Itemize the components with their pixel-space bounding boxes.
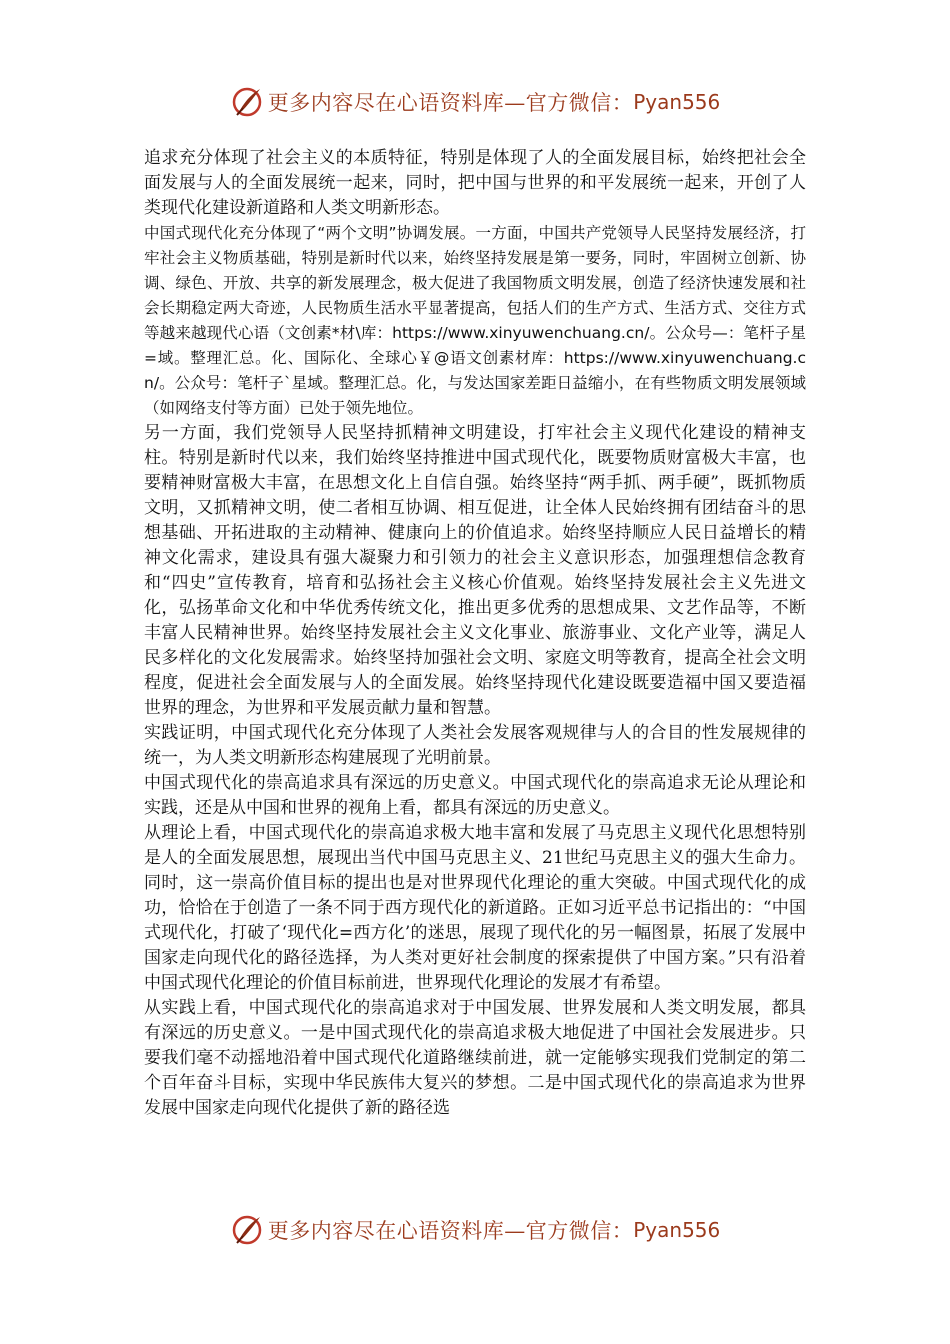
quill-logo-icon	[230, 85, 264, 119]
paragraph-5: 中国式现代化的崇高追求具有深远的历史意义。中国式现代化的崇高追求无论从理论和实践，还是从中国和世界的视角上看，都具有深远的历史意义。	[144, 773, 806, 818]
footer-banner-text: 更多内容尽在心语资料库—官方微信：	[267, 1219, 634, 1243]
footer-banner	[0, 1210, 950, 1250]
paragraph-7: 从实践上看，中国式现代化的崇高追求对于中国发展、世界发展和人类文明发展，都具有深远的历史意义。一是中国式现代化的崇高追求极大地促进了中国社会发展进步。只要我们毫不动摇地沿着中国式现代化道路继续前进，就一定能够实现我们党制定的第二个百年奋斗目标，实现中华民族伟大复兴的梦想。二是中国式现代化的崇高追求为世界发展中国家走向现代化提供了新的路径选	[144, 998, 806, 1118]
paragraph-3: 另一方面，我们党领导人民坚持抓精神文明建设，打牢社会主义现代化建设的精神支柱。特别是新时代以来，我们始终坚持推进中国式现代化，既要物质财富极大丰富，也要精神财富极大丰富，在思想文化上自信自强。始终坚持“两手抓、两手硬”，既抓物质文明，又抓精神文明，使二者相互协调、相互促进，让全体人民始终拥有团结奋斗的思想基础、开拓进取的主动精神、健康向上的价值追求。始终坚持顺应人民日益增长的精神文化需求，建设具有强大凝聚力和引领力的社会主义意识形态，加强理想信念教育和“四史”宣传教育，培育和弘扬社会主义核心价值观。始终坚持发展社会主义先进文化，弘扬革命文化和中华优秀传统文化，推出更多优秀的思想成果、文艺作品等，不断丰富人民精神世界。始终坚持发展社会主义文化事业、旅游事业、文化产业等，满足人民多样化的文化发展需求。始终坚持加强社会文明、家庭文明等教育，提高全社会文明程度，促进社会全面发展与人的全面发展。始终坚持现代化建设既要造福中国又要造福世界的理念，为世界和平发展贡献力量和智慧。	[144, 423, 806, 718]
quill-logo-icon	[230, 1213, 264, 1247]
paragraph-6: 从理论上看，中国式现代化的崇高追求极大地丰富和发展了马克思主义现代化思想特别是人的全面发展思想，展现出当代中国马克思主义、21世纪马克思主义的强大生命力。同时，这一崇高价值目标的提出也是对世界现代化理论的重大突破。中国式现代化的成功，恰恰在于创造了一条不同于西方现代化的新道路。正如习近平总书记指出的：“中国式现代化，打破了‘现代化=西方化’的迷思，展现了现代化的另一幅图景，拓展了发展中国家走向现代化的路径选择，为人类对更好社会制度的探索提供了中国方案。”只有沿着中国式现代化理论的价值目标前进，世界现代化理论的发展才有希望。	[144, 823, 806, 993]
paragraph-4: 实践证明，中国式现代化充分体现了人类社会发展客观规律与人的合目的性发展规律的统一，为人类文明新形态构建展现了光明前景。	[144, 723, 806, 768]
article-body	[144, 146, 806, 1121]
header-banner-text: 更多内容尽在心语资料库—官方微信：	[267, 91, 634, 115]
paragraph-2: 中国式现代化充分体现了“两个文明”协调发展。一方面，中国共产党领导人民坚持发展经济，打牢社会主义物质基础，特别是新时代以来，始终坚持发展是第一要务，同时，牢固树立创新、协调、绿色、开放、共享的新发展理念，极大促进了我国物质文明发展，创造了经济快速发展和社会长期稳定两大奇迹，人民物质生活水平显著提高，包括人们的生产方式、生活方式、交往方式等越来越现代心语（文创素*材\库：https://www.xinyuwenchuang.cn/。公众号—：笔杆子星=域。整理汇总。化、国际化、全球心￥@语文创素材库：https://www.xinyuwenchuang.cn/。公众号：笔杆子`星域。整理汇总。化，与发达国家差距日益缩小，在有些物质文明发展领域（如网络支付等方面）已处于领先地位。	[144, 224, 806, 417]
footer-wechat-id: Pyan556	[633, 1218, 721, 1242]
header-wechat-id: Pyan556	[633, 90, 721, 114]
header-banner	[0, 82, 950, 122]
paragraph-1: 追求充分体现了社会主义的本质特征，特别是体现了人的全面发展目标，始终把社会全面发展与人的全面发展统一起来，同时，把中国与世界的和平发展统一起来，开创了人类现代化建设新道路和人类文明新形态。	[144, 148, 806, 218]
